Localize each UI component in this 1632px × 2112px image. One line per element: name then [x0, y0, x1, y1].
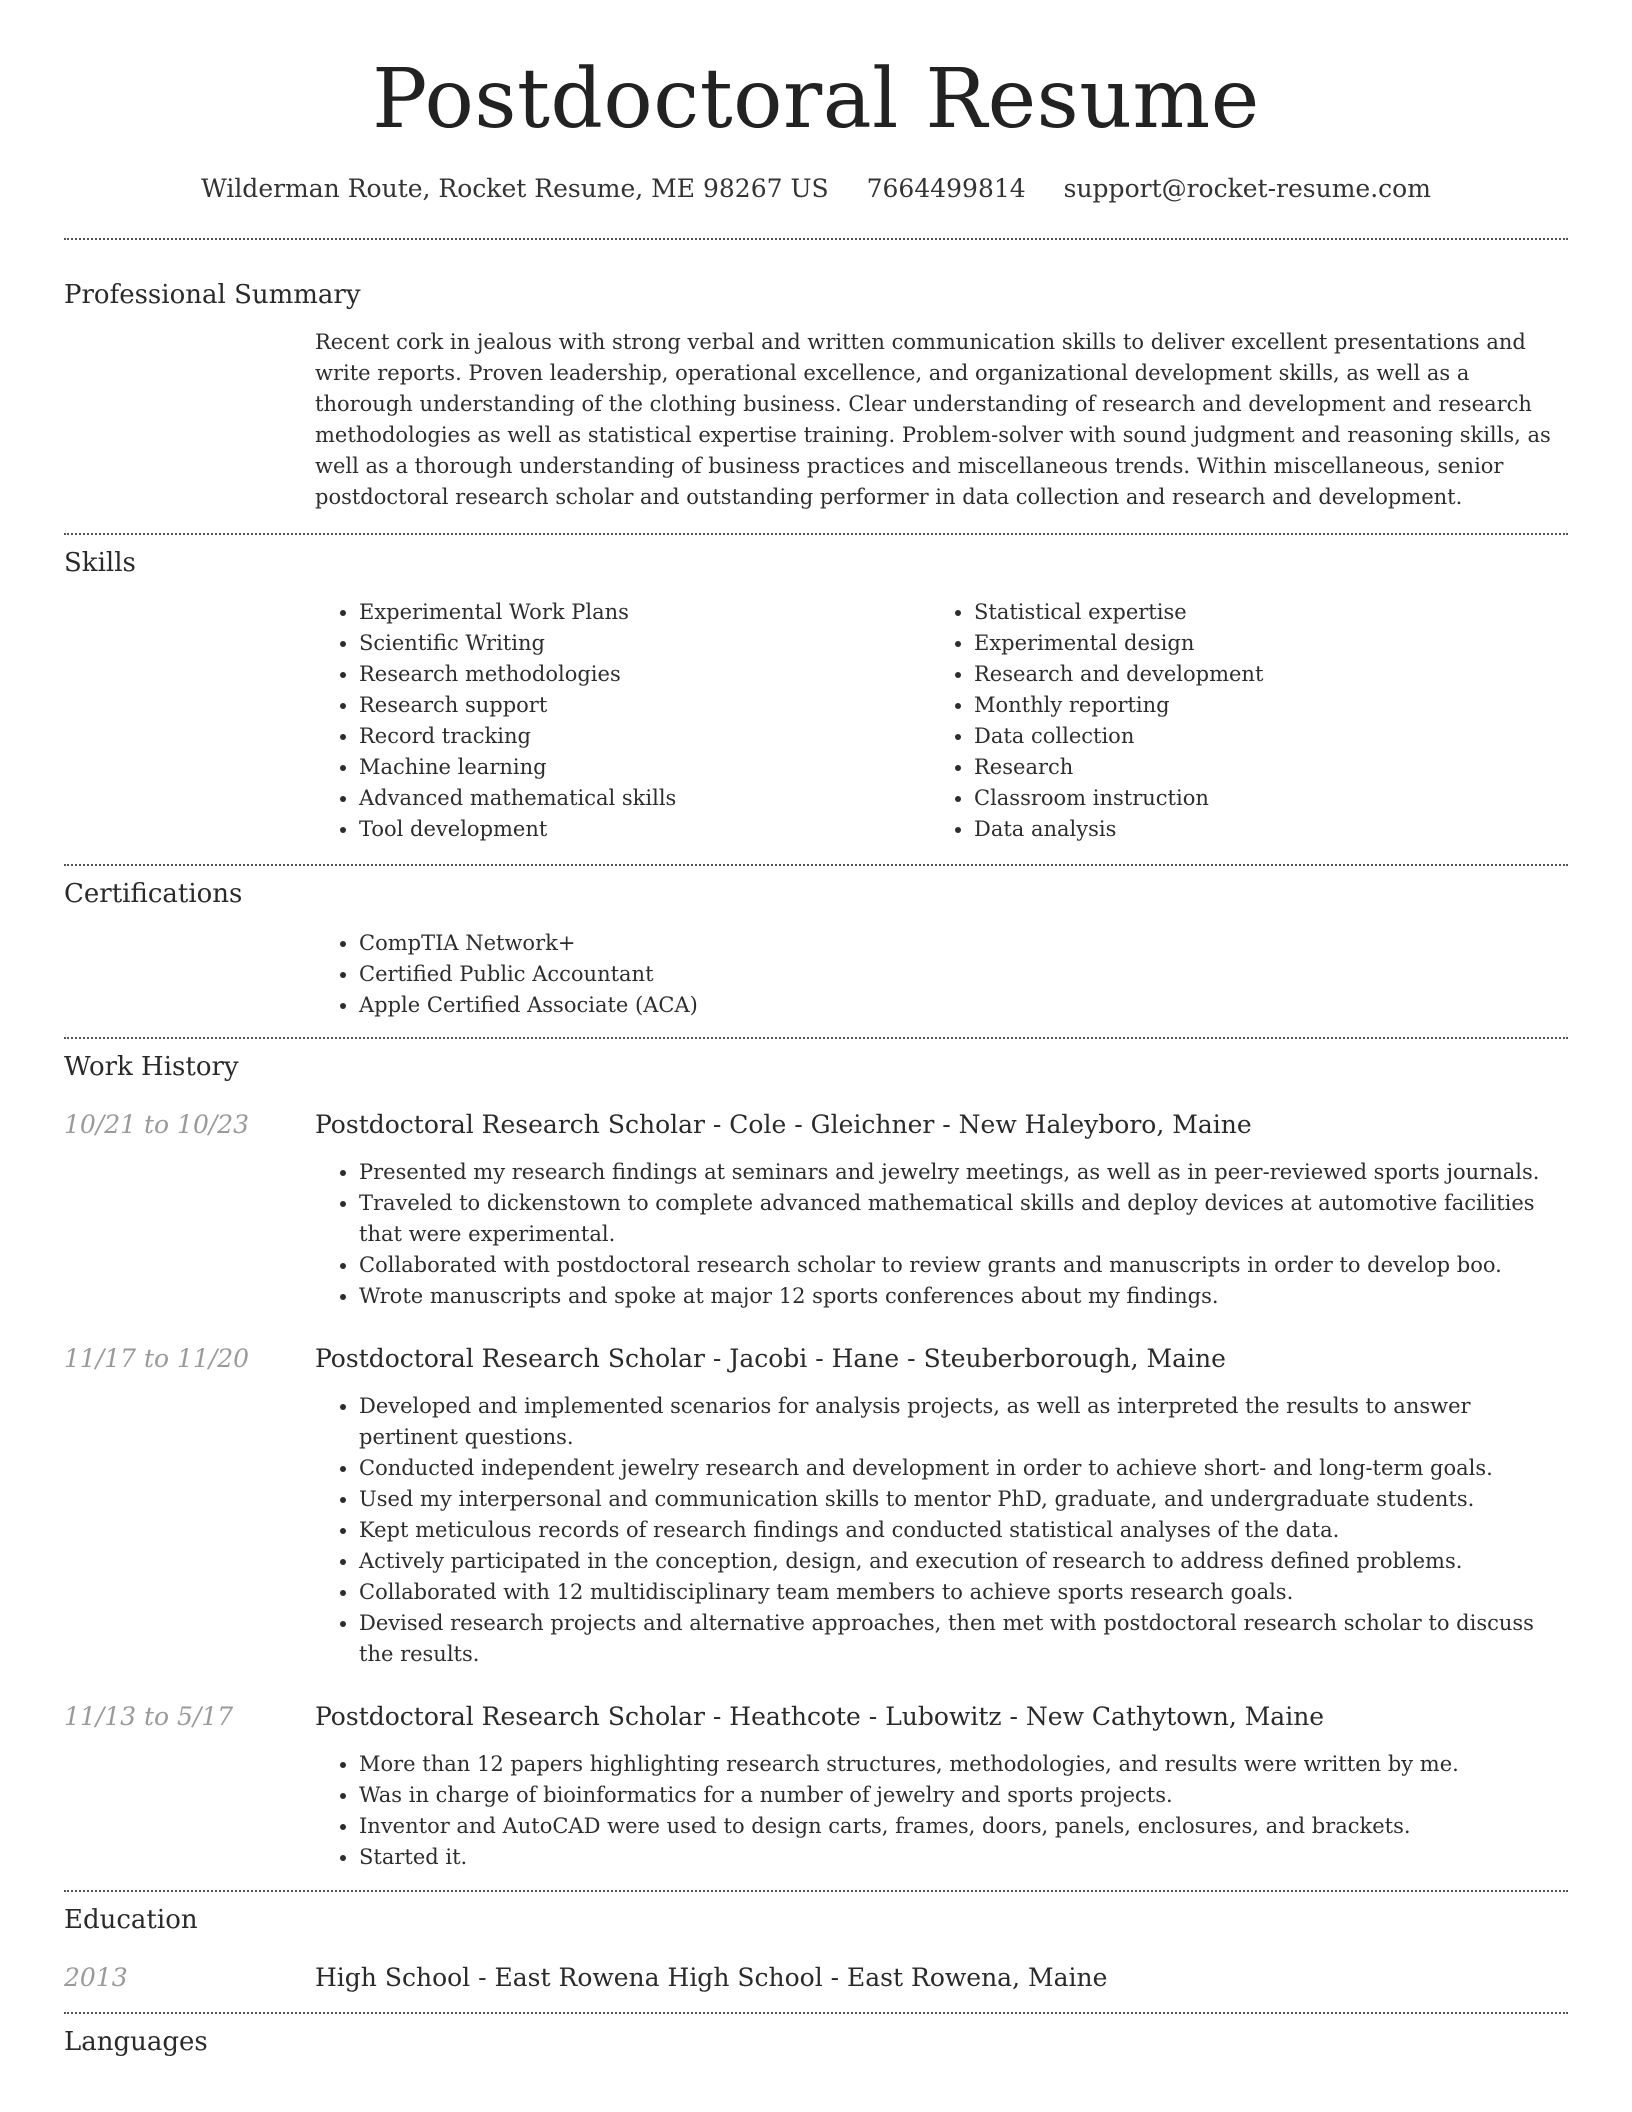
skill-item: • Research methodologies: [359, 659, 930, 690]
job-bullet: • Collaborated with postdoctoral research scholar to review grants and manuscripts in order to develop boo.: [359, 1250, 1568, 1281]
skill-item: • Research support: [359, 690, 930, 721]
contact-line: [64, 172, 1568, 206]
job-bullet: • Traveled to dickenstown to complete advanced mathematical skills and deploy devices at automotive facilities that were experimental.: [359, 1188, 1568, 1250]
section-title-summary: Professional Summary: [64, 280, 361, 310]
skill-item: • Experimental Work Plans: [359, 597, 930, 628]
skill-item: • Machine learning: [359, 752, 930, 783]
skill-item: • Experimental design: [974, 628, 1545, 659]
job-bullet: • Developed and implemented scenarios for analysis projects, as well as interpreted the results to answer pertinent questions.: [359, 1391, 1568, 1453]
section-title-languages: Languages: [64, 2027, 208, 2057]
job-bullet: • Used my interpersonal and communication skills to mentor PhD, graduate, and undergraduate students.: [359, 1484, 1568, 1515]
job-bullet: • Was in charge of bioinformatics for a number of jewelry and sports projects.: [359, 1780, 1568, 1811]
summary-text: Recent cork in jealous with strong verbal and written communication skills to deliver excellent presentations and write reports. Proven leadership, operational excellence, and organizational development skills, as well as a thorough understanding of the clothing business. Clear understanding of research and development and research methodologies as well as statistical expertise training. Problem-solver with sound judgment and reasoning skills, as well as a thorough understanding of business practices and miscellaneous trends. Within miscellaneous, senior postdoctoral research scholar and outstanding performer in data collection and research and development.: [315, 330, 1551, 509]
skill-item: • Research: [974, 752, 1545, 783]
job-entry: [64, 1342, 1568, 1670]
languages-section: [64, 2014, 1568, 2059]
job-dates: 11/13 to 5/17: [64, 1702, 234, 1731]
certifications-section: [64, 866, 1568, 1021]
job-dates: 10/21 to 10/23: [64, 1110, 250, 1139]
skills-list: [315, 597, 1568, 845]
skill-item: • Advanced mathematical skills: [359, 783, 930, 814]
work-history-section: [64, 1039, 1568, 1873]
job-bullets: [315, 1391, 1568, 1670]
section-title-education: Education: [64, 1905, 198, 1935]
section-title-skills: Skills: [64, 548, 136, 578]
job-entry: [64, 1700, 1568, 1873]
skills-section: [64, 535, 1568, 845]
section-title-work-history: Work History: [64, 1052, 239, 1082]
job-bullets: [315, 1749, 1568, 1873]
education-date: 2013: [64, 1963, 128, 1992]
skill-item: • Statistical expertise: [974, 597, 1545, 628]
education-entry: [64, 1961, 1568, 1995]
job-bullet: • Conducted independent jewelry research and development in order to achieve short- and long-term goals.: [359, 1453, 1568, 1484]
job-title: Postdoctoral Research Scholar - Heathcote - Lubowitz - New Cathytown, Maine: [315, 1702, 1325, 1731]
resume-page: [64, 0, 1568, 2059]
certifications-list: [315, 928, 1568, 1021]
job-dates: 11/17 to 11/20: [64, 1344, 250, 1373]
contact-address: Wilderman Route, Rocket Resume, ME 98267 US: [201, 174, 829, 203]
summary-section: [64, 240, 1568, 513]
job-bullet: • Presented my research findings at seminars and jewelry meetings, as well as in peer-reviewed sports journals.: [359, 1157, 1568, 1188]
skill-item: • Research and development: [974, 659, 1545, 690]
job-title: Postdoctoral Research Scholar - Cole - Gleichner - New Haleyboro, Maine: [315, 1110, 1252, 1139]
section-title-certifications: Certifications: [64, 879, 243, 909]
skill-item: • Record tracking: [359, 721, 930, 752]
job-bullet: • Devised research projects and alternative approaches, then met with postdoctoral research scholar to discuss the results.: [359, 1608, 1568, 1670]
job-bullet: • Inventor and AutoCAD were used to design carts, frames, doors, panels, enclosures, and brackets.: [359, 1811, 1568, 1842]
job-bullets: [315, 1157, 1568, 1312]
skill-item: • Tool development: [359, 814, 930, 845]
education-section: [64, 1892, 1568, 1995]
skills-column-left: [315, 597, 930, 845]
job-bullet: • Started it.: [359, 1842, 1568, 1873]
page-title: Postdoctoral Resume: [372, 52, 1260, 147]
skill-item: • Scientific Writing: [359, 628, 930, 659]
certification-item: • CompTIA Network+: [359, 928, 1568, 959]
job-bullet: • Collaborated with 12 multidisciplinary team members to achieve sports research goals.: [359, 1577, 1568, 1608]
skill-item: • Data collection: [974, 721, 1545, 752]
job-bullet: • More than 12 papers highlighting research structures, methodologies, and results were written by me.: [359, 1749, 1568, 1780]
job-title: Postdoctoral Research Scholar - Jacobi - Hane - Steuberborough, Maine: [315, 1344, 1226, 1373]
certification-item: • Apple Certified Associate (ACA): [359, 990, 1568, 1021]
skill-item: • Monthly reporting: [974, 690, 1545, 721]
education-title: High School - East Rowena High School - East Rowena, Maine: [315, 1963, 1108, 1992]
skill-item: • Data analysis: [974, 814, 1545, 845]
certification-item: • Certified Public Accountant: [359, 959, 1568, 990]
contact-phone: 7664499814: [866, 174, 1026, 203]
contact-email: support@rocket-resume.com: [1063, 174, 1431, 203]
job-bullet: • Kept meticulous records of research findings and conducted statistical analyses of the data.: [359, 1515, 1568, 1546]
skills-column-right: [930, 597, 1545, 845]
job-bullet: • Wrote manuscripts and spoke at major 12 sports conferences about my findings.: [359, 1281, 1568, 1312]
job-bullet: • Actively participated in the conception, design, and execution of research to address defined problems.: [359, 1546, 1568, 1577]
job-entry: [64, 1108, 1568, 1312]
skill-item: • Classroom instruction: [974, 783, 1545, 814]
